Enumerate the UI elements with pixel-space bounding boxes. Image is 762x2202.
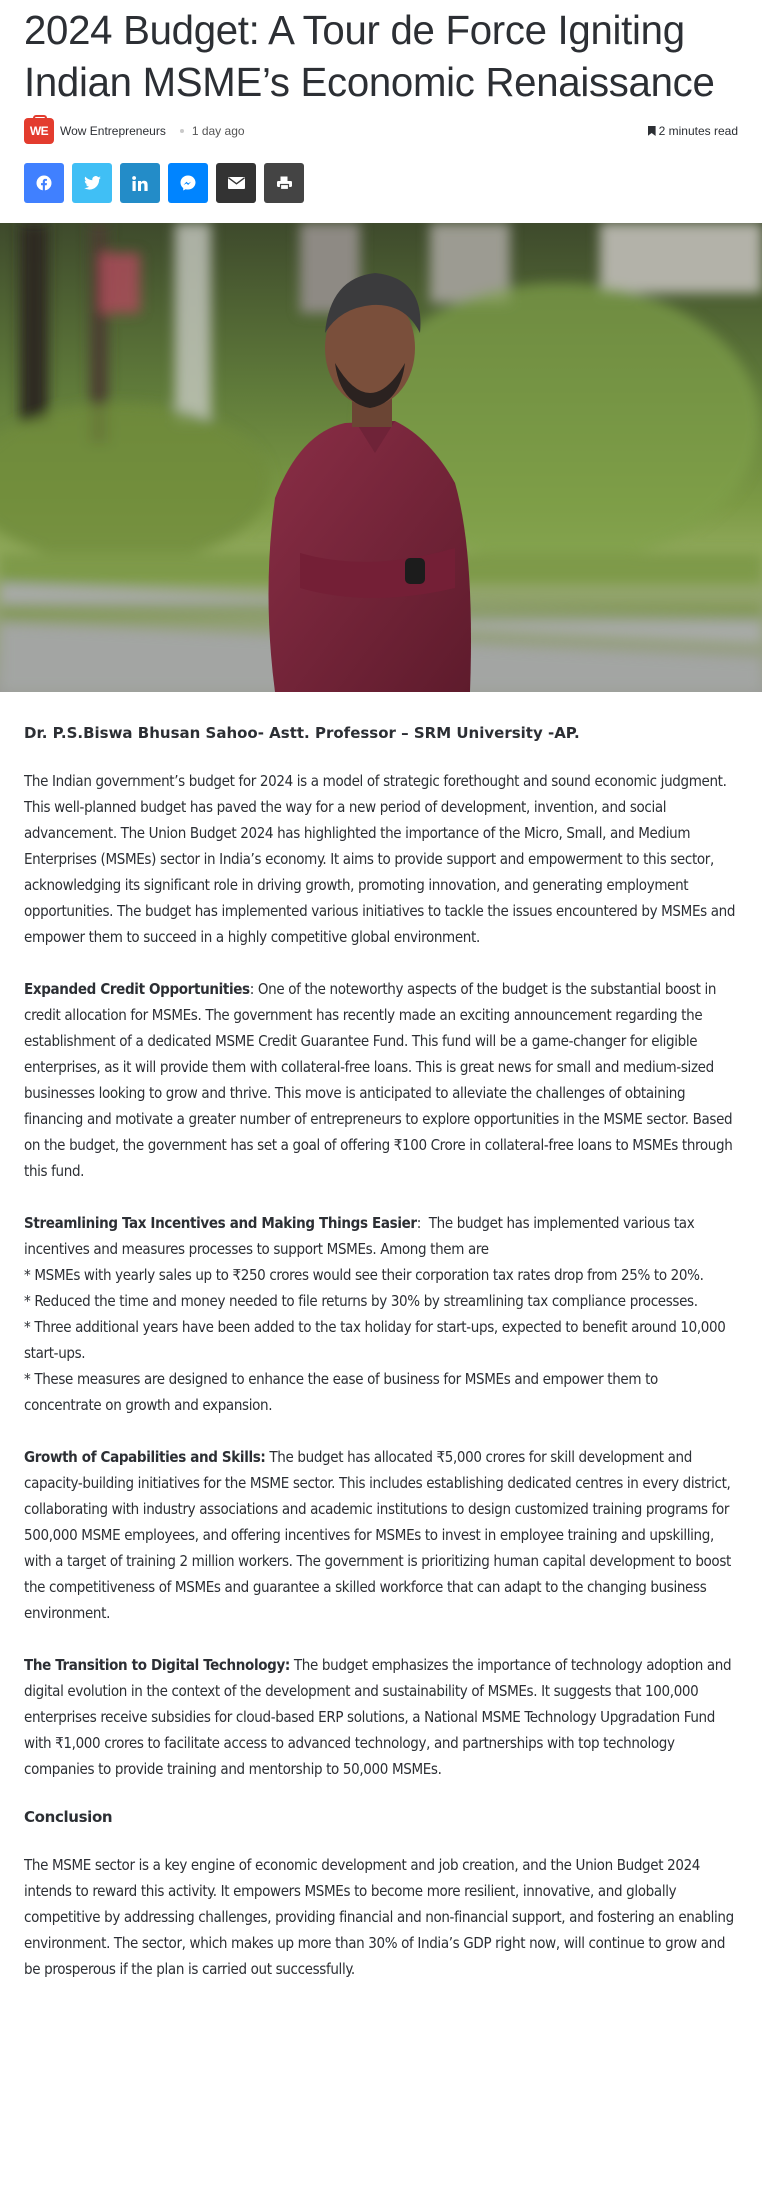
section-text: The budget has allocated ₹5,000 crores for skill development and capacity-building initiatives for the MSME sector. This includes establishing dedicated centres in every district, collaborating with industry associations and academic institutions to design customized training programs for 500,000 MSME employees, and offering incentives for MSMEs to invest in employee training and upskilling, with a target of training 2 million workers. The government is prioritizing human capital development to boost the competitiveness of MSMEs and guarantee a skilled workforce that can adapt to the changing business environment. bbox=[24, 1448, 731, 1622]
section-paragraph bbox=[24, 1652, 738, 1782]
section-text: One of the noteworthy aspects of the budget is the substantial boost in credit allocation for MSMEs. The government has recently made an exciting announcement regarding the establishment of a dedicated MSME Credit Guarantee Fund. This fund will be a game-changer for eligible enterprises, as it will provide them with collateral-free loans. This is great news for small and medium-sized businesses looking to grow and thrive. This move is anticipated to alleviate the challenges of obtaining financing and motivate a greater number of entrepreneurs to explore opportunities in the MSME sector. Based on the budget, the government has set a goal of offering ₹100 Crore in collateral-free loans to MSMEs through this fund. bbox=[24, 980, 733, 1180]
email-icon bbox=[228, 177, 245, 189]
hero-photo bbox=[0, 223, 762, 692]
section-paragraph bbox=[24, 1210, 738, 1418]
section-heading: The Transition to Digital Technology: bbox=[24, 1656, 290, 1674]
share-linkedin-button[interactable] bbox=[120, 163, 160, 203]
read-time-label: 2 minutes read bbox=[658, 124, 738, 138]
section-text: The budget emphasizes the importance of technology adoption and digital evolution in the context of the development and sustainability of MSMEs. It suggests that 100,000 enterprises receive subsidies for cloud-based ERP solutions, a National MSME Technology Upgradation Fund with ₹1,000 crores to facilitate access to advanced technology, and partnerships with top technology companies to provide training and mentorship to 50,000 MSMEs. bbox=[24, 1656, 732, 1778]
separator: : bbox=[416, 1214, 429, 1232]
linkedin-icon bbox=[132, 176, 148, 191]
intro-paragraph: The Indian government’s budget for 2024 is a model of strategic forethought and sound economic judgment. This well-planned budget has paved the way for a new period of development, invention, and social advancement. The Union Budget 2024 has highlighted the importance of the Micro, Small, and Medium Enterprises (MSMEs) sector in India’s economy. It aims to provide support and empowerment to this sector, acknowledging its significant role in driving growth, promoting innovation, and generating employment opportunities. The budget has implemented various initiatives to tackle the issues encountered by MSMEs and empower them to succeed in a highly competitive global environment. bbox=[24, 772, 736, 946]
section-paragraph bbox=[24, 976, 738, 1184]
bullet-item: * Three additional years have been added to the tax holiday for start-ups, expected to benefit around 10,000 start-ups. bbox=[24, 1318, 726, 1362]
section-heading: Growth of Capabilities and Skills: bbox=[24, 1448, 266, 1466]
meta-separator bbox=[180, 129, 184, 133]
share-twitter-button[interactable] bbox=[72, 163, 112, 203]
twitter-icon bbox=[84, 176, 101, 190]
hero-image bbox=[0, 223, 762, 692]
bullet-item: * MSMEs with yearly sales up to ₹250 crores would see their corporation tax rates drop from 25% to 20%. bbox=[24, 1266, 704, 1284]
bookmark-icon bbox=[648, 126, 656, 136]
section-heading: Expanded Credit Opportunities bbox=[24, 980, 250, 998]
print-icon bbox=[277, 176, 292, 190]
facebook-icon bbox=[36, 175, 52, 191]
share-messenger-button[interactable] bbox=[168, 163, 208, 203]
read-time bbox=[648, 124, 738, 138]
article-header bbox=[0, 0, 762, 203]
bullet-item: * Reduced the time and money needed to file returns by 30% by streamlining tax compliance processes. bbox=[24, 1292, 698, 1310]
separator: : bbox=[249, 980, 258, 998]
bullet-item: * These measures are designed to enhance the ease of business for MSMEs and empower them to concentrate on growth and expansion. bbox=[24, 1370, 658, 1414]
share-email-button[interactable] bbox=[216, 163, 256, 203]
section-heading: Streamlining Tax Incentives and Making Things Easier bbox=[24, 1214, 417, 1232]
share-print-button[interactable] bbox=[264, 163, 304, 203]
author-logo[interactable] bbox=[24, 118, 54, 144]
section-paragraph bbox=[24, 1444, 738, 1626]
section-text: The budget has implemented various tax incentives and measures processes to support MSMEs. Among them are bbox=[24, 1214, 695, 1258]
article-body bbox=[0, 724, 762, 2002]
logo-text: WE bbox=[29, 124, 49, 138]
conclusion-paragraph: The MSME sector is a key engine of economic development and job creation, and the Union Budget 2024 intends to reward this activity. It empowers MSMEs to become more resilient, innovative, and globally competitive by addressing challenges, providing financial and non-financial support, and fostering an enabling environment. The sector, which makes up more than 30% of India’s GDP right now, will continue to grow and be prosperous if the plan is carried out successfully. bbox=[24, 1856, 734, 1978]
byline: Dr. P.S.Biswa Bhusan Sahoo- Astt. Professor – SRM University -AP. bbox=[24, 724, 580, 742]
messenger-icon bbox=[180, 175, 196, 191]
post-date: 1 day ago bbox=[191, 124, 245, 138]
conclusion-heading: Conclusion bbox=[24, 1808, 113, 1826]
share-facebook-button[interactable] bbox=[24, 163, 64, 203]
share-buttons bbox=[24, 163, 738, 203]
article-title: 2024 Budget: A Tour de Force Igniting Indian MSME’s Economic Renaissance bbox=[24, 7, 715, 105]
post-meta bbox=[24, 116, 738, 146]
author-link[interactable]: Wow Entrepreneurs bbox=[60, 124, 166, 138]
